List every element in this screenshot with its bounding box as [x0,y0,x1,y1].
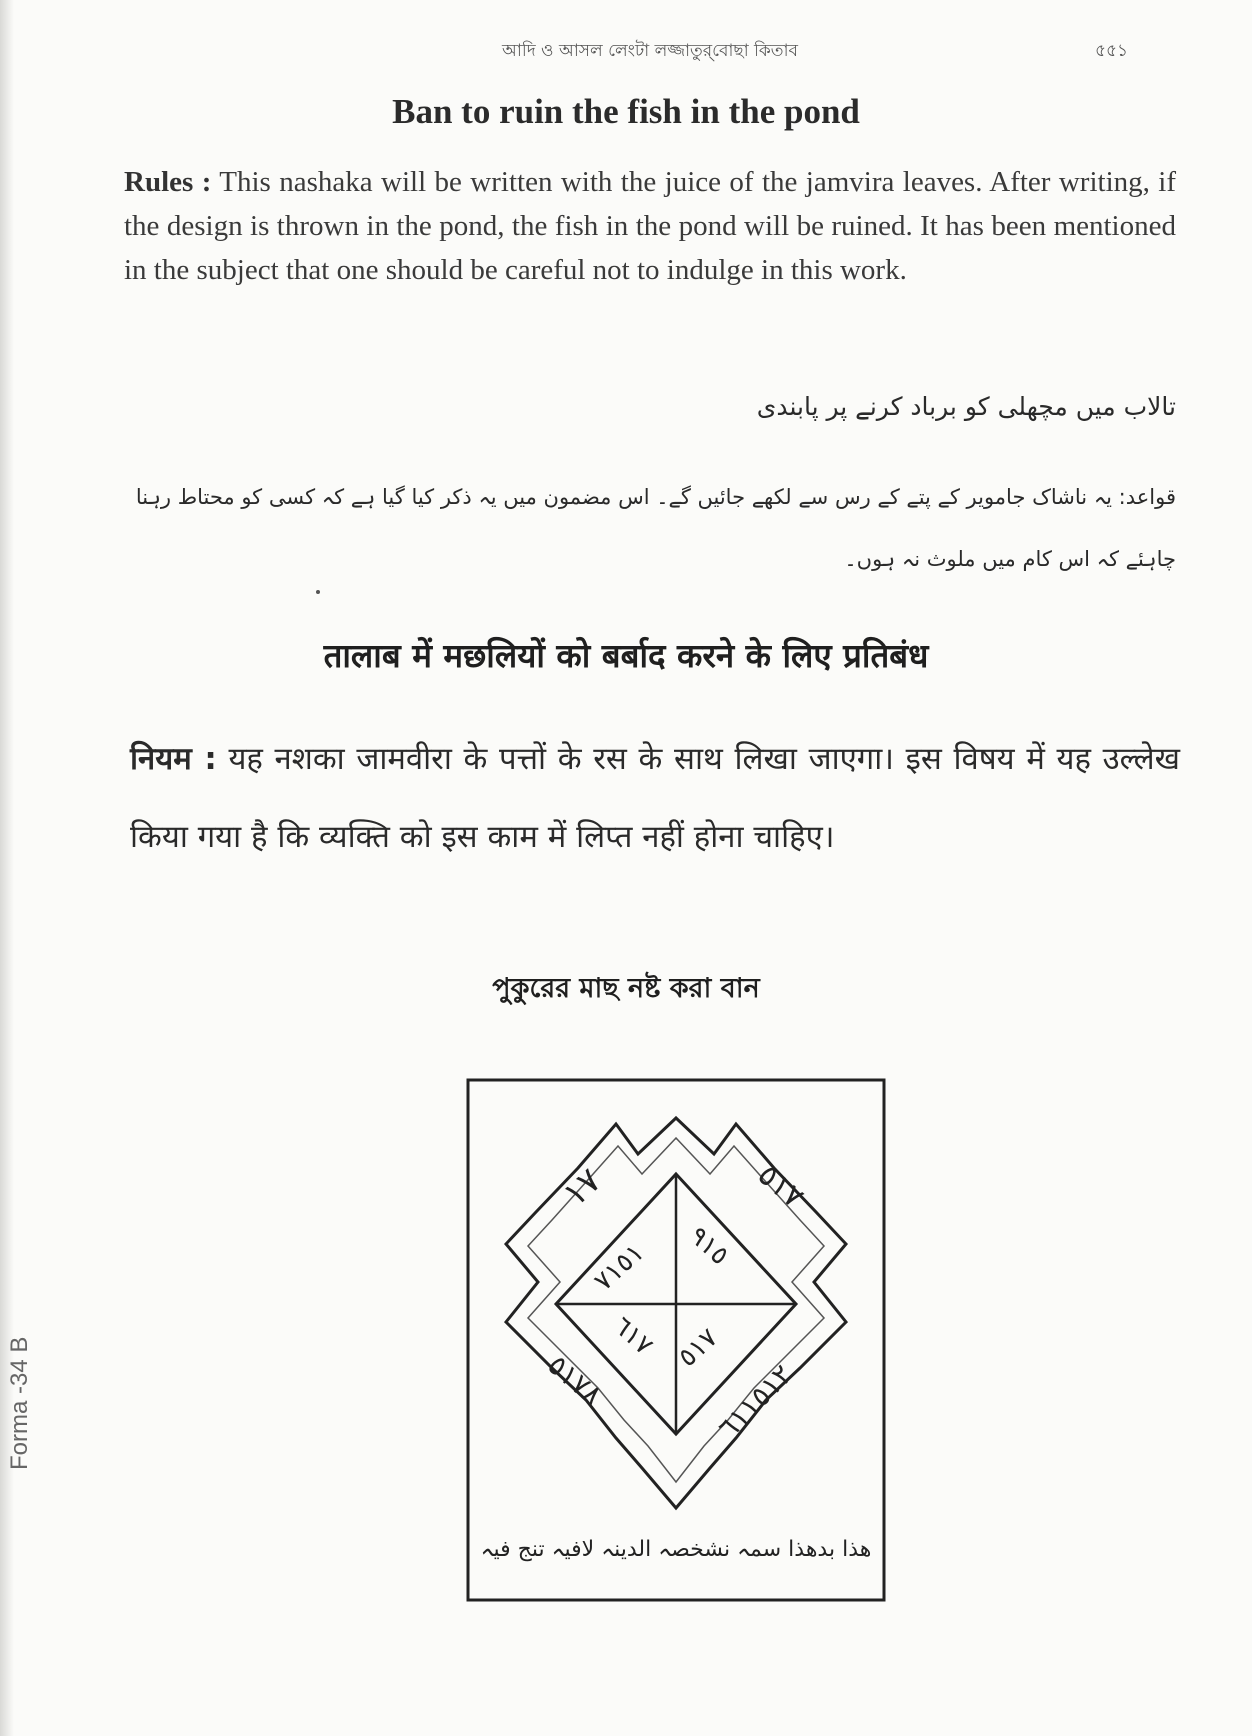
english-rules-label: Rules : [124,166,212,198]
urdu-title: تالاب میں مچھلی کو برباد کرنے پر پابندی [756,392,1176,421]
cell-top-right-text: ٩١٥ [683,1220,735,1272]
english-rules [124,160,1176,292]
hindi-rules [130,720,1180,876]
talisman-diagram [466,1078,886,1602]
cell-bottom-right-text: ٥١٧ [672,1322,724,1374]
corner-top-right-text: ٥١٧ [750,1157,811,1216]
corner-bottom-left-text: ٥١٧٨ [541,1348,609,1413]
cell-top-left-text: ٧١٥١ [588,1237,651,1298]
bengali-title: পুকুরের মাছ নষ্ট করা বান [492,973,760,1004]
hindi-title: तालाब में मछलियों को बर्बाद करने के लिए प्रतिबंध [323,636,929,675]
english-rules-text: This nashaka will be written with the juice of the jamvira leaves. After writing, if the design is thrown in the pond, the fish in the pond will be ruined. It has been mentioned in the subject that one should be careful not to indulge in this work. [124,166,1176,286]
ink-speck [316,590,320,594]
urdu-rules-text: قواعد: یہ ناشاک جامویر کے پتے کے رس سے لکھے جائیں گے۔ اس مضمون میں یہ ذکر کیا گیا ہے کہ کسی کو محتاط رہنا چاہئے کہ اس کام میں ملوث نہ ہوں۔ [135,485,1176,571]
page-edge-shadow [0,0,14,1736]
forma-side-label: Forma -34 B [6,1336,33,1470]
talisman-inscription: ھذا بدھذا سمہ نشخصہ الدینہ لافیہ تنج فیہ [480,1537,872,1562]
page-number: ৫৫১ [1095,41,1129,61]
english-title: Ban to ruin the fish in the pond [392,92,860,131]
cell-bottom-left-text: ٦١٧ [607,1310,659,1362]
running-head: আদি ও আসল লেংটা লজ্জাতুর্‌বোছা কিতাব [502,41,798,61]
hindi-rules-label: नियम : [130,741,217,777]
corner-bottom-right-text: ٦١١٥١٢ [711,1357,799,1445]
corner-top-left-text: ١٧ [555,1160,610,1215]
hindi-rules-text: यह नशका जामवीरा के पत्तों के रस के साथ लिखा जाएगा। इस विषय में यह उल्लेख किया गया है कि व्यक्ति को इस काम में लिप्त नहीं होना चाहिए। [130,741,1180,855]
